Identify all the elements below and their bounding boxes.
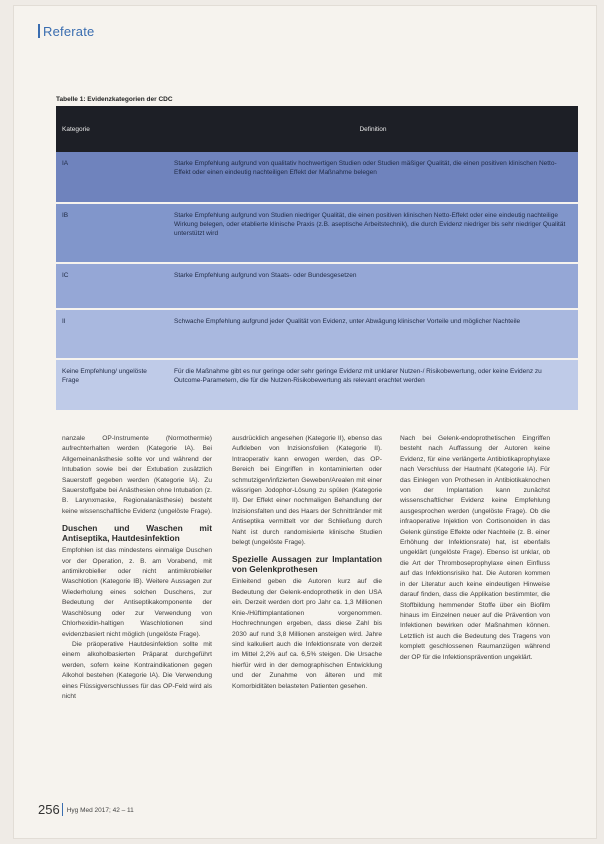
subheading-implantation: Spezielle Aussagen zur Implantation von Gelenkprothesen	[232, 554, 382, 575]
table-row	[56, 263, 578, 309]
body-paragraph: Die präoperative Hautdesinfektion sollte mit einem alkoholbasierten Präparat durchgeführt werden, sofern keine Kontraindikationen gegen Alkohol bestehen (Kategorie IA). Die Verwendung eines Flüssigverschlusses für das OP-Feld wird als nicht	[62, 640, 212, 700]
category-cell: Keine Empfehlung/ ungelöste Frage	[56, 359, 168, 411]
table-row	[56, 359, 578, 411]
table-row	[56, 309, 578, 359]
definition-cell: Starke Empfehlung aufgrund von Staats- oder Bundesgesetzen	[168, 263, 578, 309]
definition-cell: Starke Empfehlung aufgrund von qualitativ hochwertigen Studien oder Studien mäßiger Qualität, die einen positiven klinischen Netto-Effekt oder einen eindeutig nachteiligen Effekt der Maßnahme belegen	[168, 152, 578, 203]
text-column-3	[400, 434, 550, 663]
category-cell: IA	[56, 152, 168, 203]
table-header-row	[56, 106, 578, 152]
section-title: Referate	[43, 24, 95, 39]
definition-cell: Starke Empfehlung aufgrund von Studien niedriger Qualität, die einen positiven klinischen Netto-Effekt oder eine eindeutig nachteilige Wirkung belegen, oder etablierte klinische Praxis (z.B. aseptische Arbeitstechnik), die durch Evidenz niedriger bis sehr niedriger Qualität unterstützt wird	[168, 203, 578, 263]
category-cell: IC	[56, 263, 168, 309]
header-kategorie: Kategorie	[56, 106, 168, 152]
journal-citation: Hyg Med 2017; 42 – 11	[66, 807, 134, 814]
body-paragraph: ausdrücklich angesehen (Kategorie II), ebenso das Aufkleben von Inzisionsfolien (Kategorie II). Intraoperativ kann erwogen werden, das OP-Bereich bei Eingriffen in kontaminierten oder schmutzigen/infizierten Geweben/Arealen mit einer wässrigen Jodophor-Lösung zu spülen (Kategorie II). Der Effekt einer nochmaligen Behandlung der Inzisionsfalten und des Haars der Schnittränder mit Antiseptika vermittelt vor der Schließung durch Naht ist durch randomisierte klinische Studien belegt (ungelöste Frage).	[232, 435, 382, 547]
header-definition: Definition	[168, 106, 578, 152]
page-footer	[38, 802, 134, 817]
category-cell: IB	[56, 203, 168, 263]
footer-divider	[62, 803, 63, 816]
table-row	[56, 203, 578, 263]
section-header	[38, 24, 94, 39]
text-column-1	[62, 434, 212, 702]
section-divider	[38, 24, 40, 38]
body-paragraph: Einleitend geben die Autoren kurz auf die Bedeutung der Gelenk-endoprothetik in den USA ein. Derzeit werden dort pro Jahr ca. 1,3 Millionen Knie-/Hüftimplantationen vorgenommen. Hochrechnungen ergeben, dass diese Zahl bis 2030 auf rund 3,8 Millionen ansteigen wird. Jahre sind kalkuliert auch die Infektionsrate von derzeit im Mittel 2,2% auf ca. 6,5% steigen. Die Ursache hierfür wird in der demographischen Entwicklung und der Zunahme von älteren und mit Komorbiditäten belasteten Patienten gesehen.	[232, 578, 382, 690]
definition-cell: Für die Maßnahme gibt es nur geringe oder sehr geringe Evidenz mit unklarer Nutzen-/ Risikobewertung, oder keine Evidenz zu Outcome-Parametern, die für die Nutzen-Risikobewertung als relevant erachtet werden	[168, 359, 578, 411]
table-caption: Tabelle 1: Evidenzkategorien der CDC	[56, 96, 173, 103]
cdc-evidence-table	[56, 106, 578, 412]
body-paragraph: Empfohlen ist das mindestens einmalige Duschen vor der Operation, z. B. am Vorabend, mit antimikrobieller oder nicht antimikrobieller Waschlotion (Kategorie IB). Weitere Aussagen zur Wiederholung eines solchen Duschens, zur Bedeutung der Antiseptikakomponente der Waschlösung oder zur Verwendung von Chlorhexidin-haltigen Waschlotionen sind evidenzbasiert nicht möglich (ungelöste Frage).	[62, 547, 212, 638]
category-cell: II	[56, 309, 168, 359]
text-column-2	[232, 434, 382, 692]
page-number: 256	[38, 802, 60, 817]
body-paragraph: Nach bei Gelenk-endoprothetischen Eingriffen besteht nach Auffassung der Autoren keine Evidenz, für eine verlängerte Antibiotikaprophylaxe nach Verschluss der Hautnaht (Kategorie IA). Für das Einlegen von Prothesen in Antibiotikaknochen von der Implantation kann zunächst wissenschaftlicher Evidenz keine Empfehlung ausgesprochen werden (ungelöste Frage). Ob die infraoperative Injektion von Cortisonoiden in das Gelenk günstige Effekte oder Nachteile (z. B. einer Erhöhung der Infektionsrate) hat, ist ebenfalls ungeklärt (ungelöste Frage). Ebenso ist unklar, ob die Art der Thromboseprophylaxe einen Einfluss auf das Infektionsrisiko hat. Die Autoren kommen in der Literatur auch keine eindeutigen Hinweise darauf finden, dass die Applikation bestimmter, die Stoffbildung hemmender Stoffe über ein Biofilm hinaus im Einzelnen neuer auf die Prävention von Infektionen bewirken oder Maßnahmen können. Letztlich ist auch die Bedeutung des Tragens von komplett geschlossenen Raumanzügen während der OP für die Infektionsprävention ungeklärt.	[400, 435, 550, 661]
table-row	[56, 152, 578, 203]
definition-cell: Schwache Empfehlung aufgrund jeder Qualität von Evidenz, unter Abwägung klinischer Vorteile und möglicher Nachteile	[168, 309, 578, 359]
body-paragraph: nanzale OP-Instrumente (Normothermie) aufrechterhalten werden (Kategorie IA). Bei Allgemeinanästhesie sollte vor und während der Intubation sowie bei der Extubation zusätzlich Sauerstoff gegeben werden (Kategorie IA). Zu Sauerstoffgabe bei Anästhesien ohne Intubation (z. B. Larynxmaske, Regionalanästhesie) besteht keine wissenschaftliche Evidenz (ungelöste Frage).	[62, 435, 212, 515]
subheading-duschen: Duschen und Waschen mit Antiseptika, Hautdesinfektion	[62, 523, 212, 544]
